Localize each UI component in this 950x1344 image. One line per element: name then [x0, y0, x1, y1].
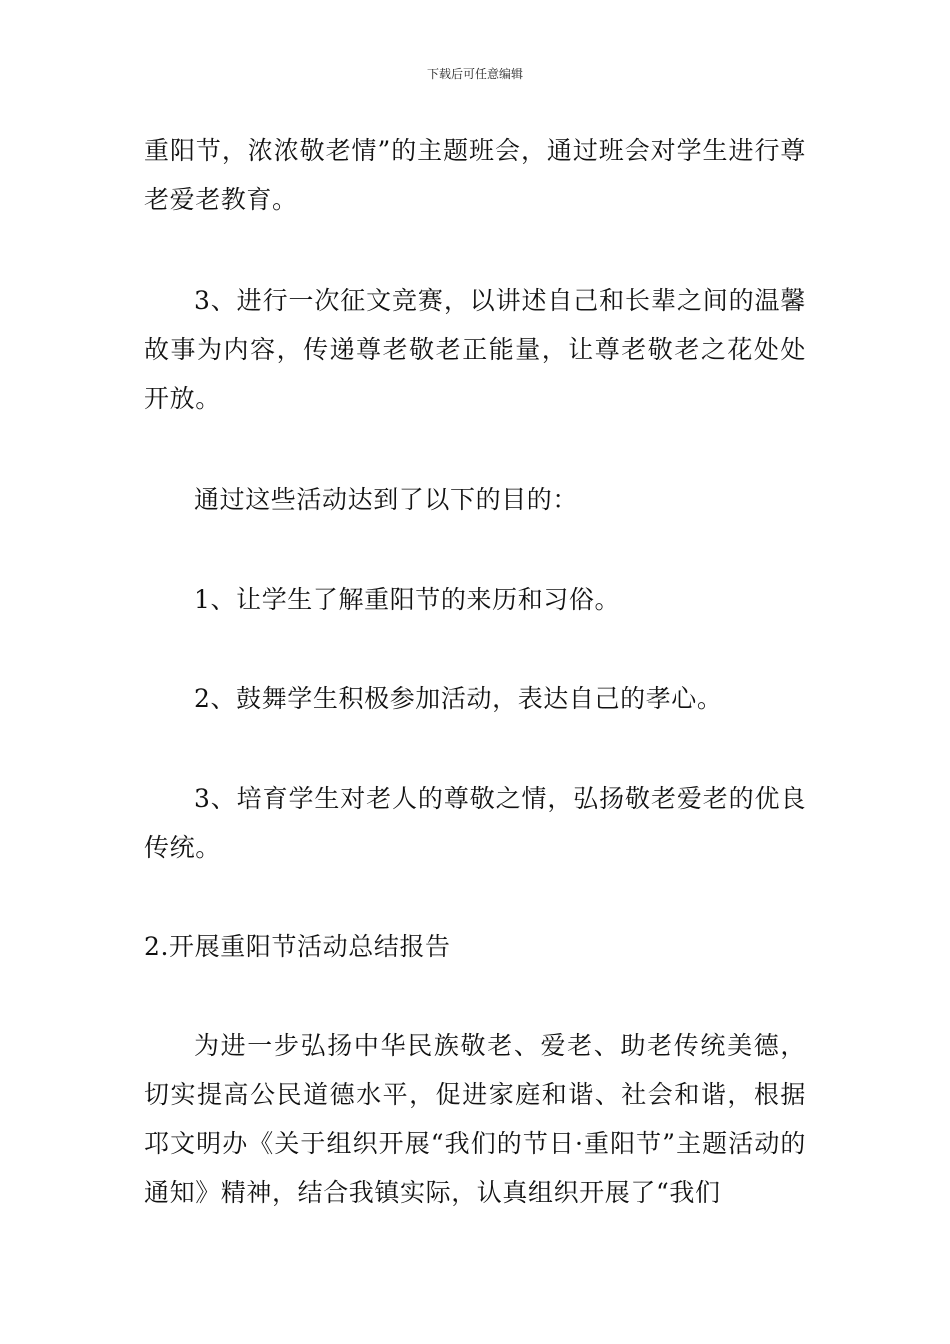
paragraph-goals-intro: 通过这些活动达到了以下的目的：	[194, 485, 579, 514]
paragraph-report-intro: 为进一步弘扬中华民族敬老、爱老、助老传统美德，切实提高公民道德水平，促进家庭和谐、社会和谐，根据邛文明办《关于组织开展“我们的节日·重阳节”主题活动的通知》精神，结合我镇实际，认真组织开展了“我们	[144, 1031, 806, 1207]
paragraph-goal-1: 1、让学生了解重阳节的来历和习俗。	[194, 585, 621, 614]
paragraph-essay-contest: 3、进行一次征文竞赛，以讲述自己和长辈之间的温馨故事为内容，传递尊老敬老正能量，让尊老敬老之花处处开放。	[144, 286, 806, 413]
section-heading-report: 2.开展重阳节活动总结报告	[144, 932, 451, 961]
paragraph-continuation-class-meeting: 重阳节，浓浓敬老情”的主题班会，通过班会对学生进行尊老爱老教育。	[144, 136, 806, 214]
paragraph-goal-2: 2、鼓舞学生积极参加活动，表达自己的孝心。	[194, 684, 723, 713]
paragraph-goal-3: 3、培育学生对老人的尊敬之情，弘扬敬老爱老的优良传统。	[144, 784, 806, 862]
page-header-note: 下载后可任意编辑	[426, 67, 523, 81]
